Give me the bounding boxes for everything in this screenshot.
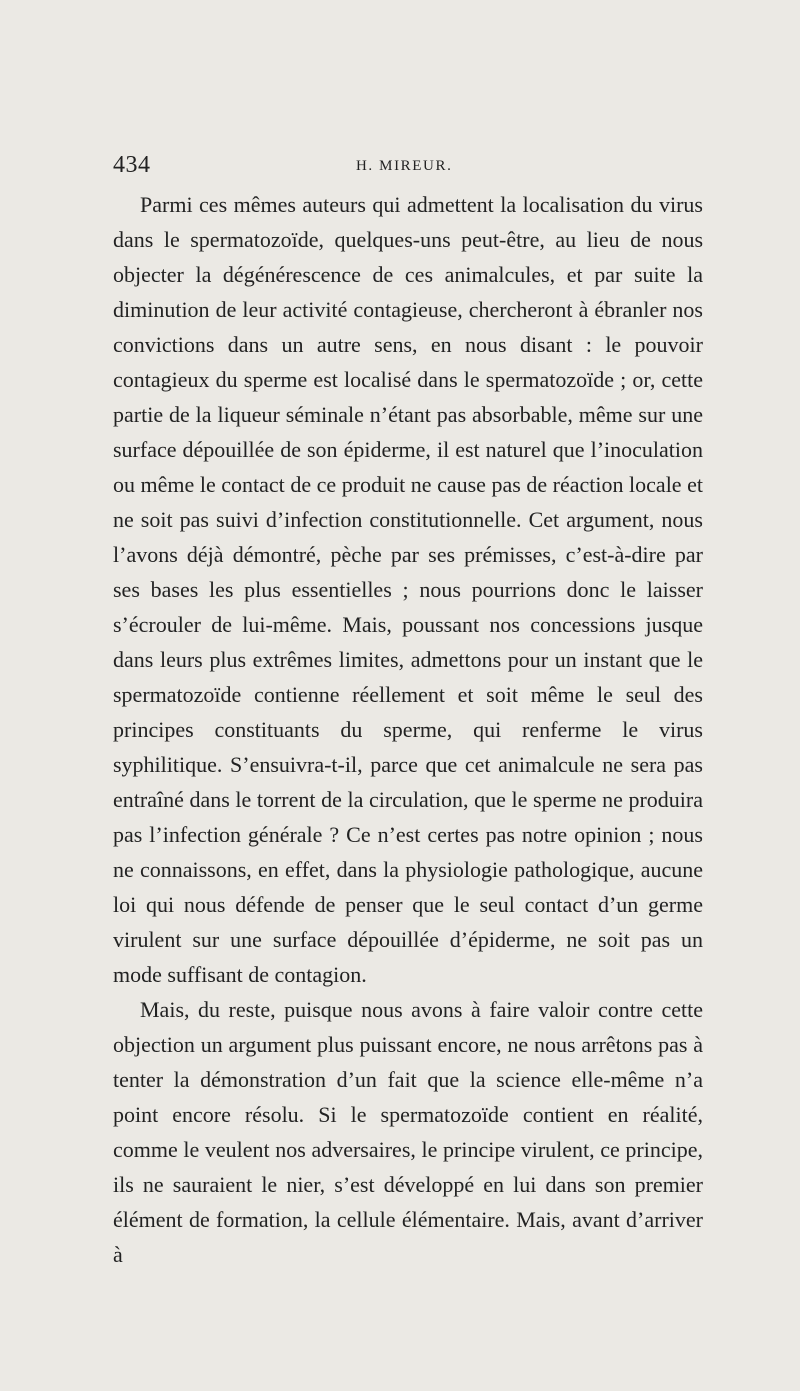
paragraph: Parmi ces mêmes auteurs qui admettent la localisation du virus dans le spermatozoïde, quelques-uns peut-être, au lieu de nous objecter la dégénérescence de ces animalcules, et par suite la diminution de leur activité contagieuse, chercheront à ébranler nos convictions dans un autre sens, en nous disant : le pouvoir contagieux du sperme est localisé dans le spermatozoïde ; or, cette partie de la liqueur séminale n’étant pas absorbable, même sur une surface dépouillée de son épiderme, il est naturel que l’inoculation ou même le contact de ce produit ne cause pas de réaction locale et ne soit pas suivi d’infection constitutionnelle. Cet argument, nous l’avons déjà démontré, pèche par ses prémisses, c’est-à-dire par ses bases les plus essentielles ; nous pourrions donc le laisser s’écrouler de lui-même. Mais, poussant nos concessions jusque dans leurs plus extrêmes limites, admettons pour un instant que le spermatozoïde contienne réellement et soit même le seul des principes constituants du sperme, qui renferme le virus syphilitique. S’ensuivra-t-il, parce que cet animalcule ne sera pas entraîné dans le torrent de la circulation, que le sperme ne produira pas l’infection générale ? Ce n’est certes pas notre opinion ; nous ne connaissons, en effet, dans la physiologie pathologique, aucune loi qui nous défende de penser que le seul contact d’un germe virulent sur une surface dépouillée d’épiderme, ne soit pas un mode suffisant de contagion.	[113, 192, 703, 987]
page-number: 434	[113, 152, 151, 178]
paragraph: Mais, du reste, puisque nous avons à faire valoir contre cette objection un argument plus puissant encore, ne nous arrêtons pas à tenter la démonstration d’un fait que la science elle-même n’a point encore résolu. Si le spermatozoïde contient en réalité, comme le veulent nos adversaires, le principe virulent, ce principe, ils ne sauraient le nier, s’est développé en lui dans son premier élément de formation, la cellule élémentaire. Mais, avant d’arriver à	[113, 997, 703, 1267]
running-head	[113, 152, 703, 186]
body-text	[113, 187, 703, 1272]
running-head-title: H. MIREUR.	[356, 158, 453, 174]
